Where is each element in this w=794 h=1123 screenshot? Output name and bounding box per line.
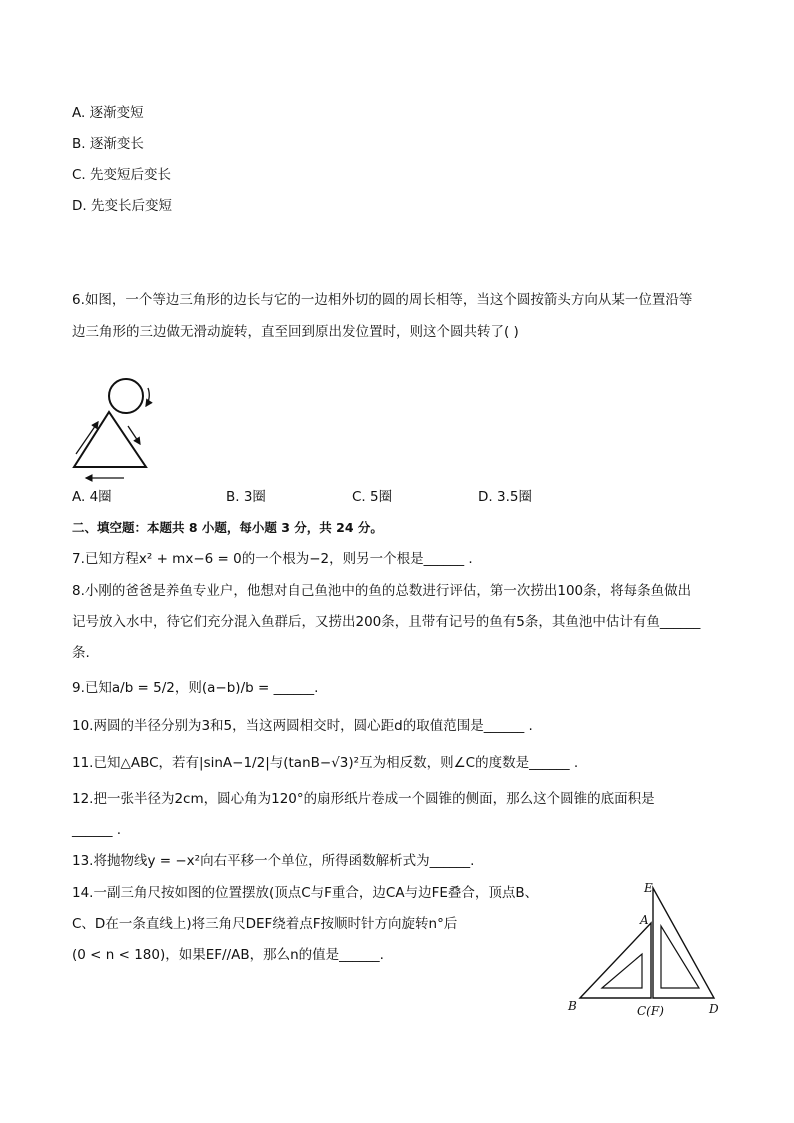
q5-option-b: B. 逐渐变长 [72,136,144,152]
triangle-def [653,888,714,998]
triangle-abc [580,923,651,998]
q14-figure [560,876,730,1021]
q5-option-c: C. 先变短后变长 [72,167,172,183]
rotation-arrow [146,388,149,406]
q5-option-d: D. 先变长后变短 [72,198,172,214]
q13-text: 13.将抛物线y = −x²向右平移一个单位，所得函数解析式为______. [72,853,475,869]
q14-line2: C、D在一条直线上)将三角尺DEF绕着点F按顺时针方向旋转n°后 [72,916,458,932]
label-cf: C(F) [637,1004,664,1018]
q5-option-a: A. 逐渐变短 [72,105,144,121]
q9-text: 9.已知a/b = 5/2，则(a−b)/b = ______. [72,680,319,696]
q12-line2: ______ . [72,822,122,838]
label-b: B [568,999,577,1013]
label-a: A [640,913,649,927]
label-d: D [709,1002,719,1016]
q6-option-b: B. 3圈 [226,489,266,505]
q6-option-a: A. 4圈 [72,489,112,505]
q8-line1: 8.小刚的爸爸是养鱼专业户，他想对自己鱼池中的鱼的总数进行评估，第一次捞出100条，将每条鱼做出 [72,583,692,599]
q7-text: 7.已知方程x² + mx−6 = 0的一个根为−2，则另一个根是______ . [72,551,473,567]
q8-line2: 记号放入水中，待它们充分混入鱼群后，又捞出200条，且带有记号的鱼有5条，其鱼池中估计有鱼______ [72,614,701,630]
q10-text: 10.两圆的半径分别为3和5，当这两圆相交时，圆心距d的取值范围是______ . [72,718,533,734]
section-heading: 二、填空题：本题共 8 小题，每小题 3 分，共 24 分。 [72,520,383,535]
left-side-arrow [76,422,98,454]
q14-line1: 14.一副三角尺按如图的位置摆放(顶点C与F重合，边CA与边FE叠合，顶点B、 [72,885,539,901]
q6-stem-line1: 6.如图，一个等边三角形的边长与它的一边相外切的圆的周长相等，当这个圆按箭头方向从某一位置沿等 [72,292,693,308]
q6-stem-line2: 边三角形的三边做无滑动旋转，直至回到原出发位置时，则这个圆共转了( ) [72,324,519,340]
q6-option-c: C. 5圈 [352,489,393,505]
q12-line1: 12.把一张半径为2cm，圆心角为120°的扇形纸片卷成一个圆锥的侧面，那么这个圆锥的底面积是 [72,791,655,807]
q11-text: 11.已知△ABC，若有|sinA−1/2|与(tanB−√3)²互为相反数，则∠C的度数是______ . [72,755,579,771]
q6-option-d: D. 3.5圈 [478,489,532,505]
equilateral-triangle [74,412,146,467]
q14-line3: (0 < n < 180)，如果EF//AB，那么n的值是______. [72,947,384,963]
q6-figure [66,374,158,486]
rolling-circle [109,379,143,413]
triangle-abc-inner [602,954,642,988]
label-e: E [644,881,653,895]
q8-line3: 条. [72,645,90,661]
